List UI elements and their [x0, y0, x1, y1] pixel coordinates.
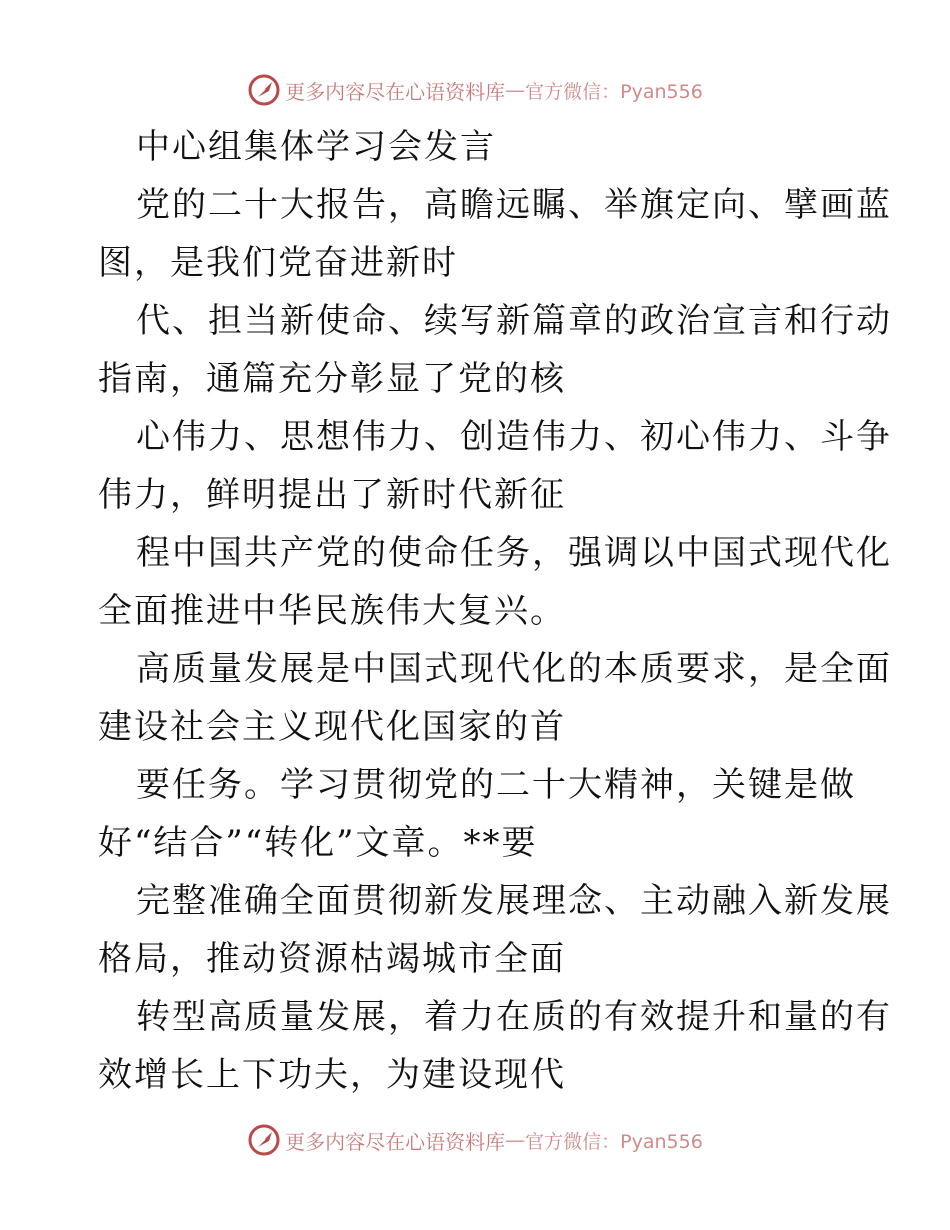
watermark-dash: — — [505, 78, 526, 102]
doc-line: 完整准确全面贯彻新发展理念、主动融入新发展 — [136, 881, 892, 921]
watermark-header — [0, 70, 950, 110]
doc-line: 好“结合”“转化”文章。**要 — [98, 823, 538, 863]
watermark-contact-text: 官方微信：Pyan556 — [525, 80, 703, 103]
watermark-footer — [0, 1120, 950, 1160]
feather-pen-logo-icon — [247, 1123, 281, 1157]
doc-line: 代、担当新使命、续写新篇章的政治宣言和行动 — [136, 301, 892, 341]
doc-line: 转型高质量发展，着力在质的有效提升和量的有 — [136, 997, 892, 1037]
doc-line: 效增长上下功夫，为建设现代 — [98, 1055, 566, 1095]
watermark-dash: — — [505, 1128, 526, 1152]
doc-line: 建设社会主义现代化国家的首 — [98, 707, 566, 747]
doc-line: 要任务。学习贯彻党的二十大精神，关键是做 — [136, 765, 856, 805]
doc-line: 程中国共产党的使命任务，强调以中国式现代化 — [136, 533, 892, 573]
doc-line: 图，是我们党奋进新时 — [98, 243, 458, 283]
watermark-contact-text: 官方微信：Pyan556 — [525, 1130, 703, 1153]
doc-line: 格局，推动资源枯竭城市全面 — [98, 939, 566, 979]
doc-line: 指南，通篇充分彰显了党的核 — [98, 359, 566, 399]
watermark-site-text: 更多内容尽在心语资料库 — [285, 79, 506, 104]
feather-pen-logo-icon — [247, 73, 281, 107]
doc-title: 中心组集体学习会发言 — [136, 127, 496, 167]
doc-line: 心伟力、思想伟力、创造伟力、初心伟力、斗争 — [136, 417, 892, 457]
watermark-site-text: 更多内容尽在心语资料库 — [285, 1129, 506, 1154]
doc-line: 全面推进中华民族伟大复兴。 — [98, 591, 566, 631]
doc-line: 党的二十大报告，高瞻远瞩、举旗定向、擘画蓝 — [136, 185, 892, 225]
doc-line: 伟力，鲜明提出了新时代新征 — [98, 475, 566, 515]
doc-line: 高质量发展是中国式现代化的本质要求，是全面 — [136, 649, 892, 689]
